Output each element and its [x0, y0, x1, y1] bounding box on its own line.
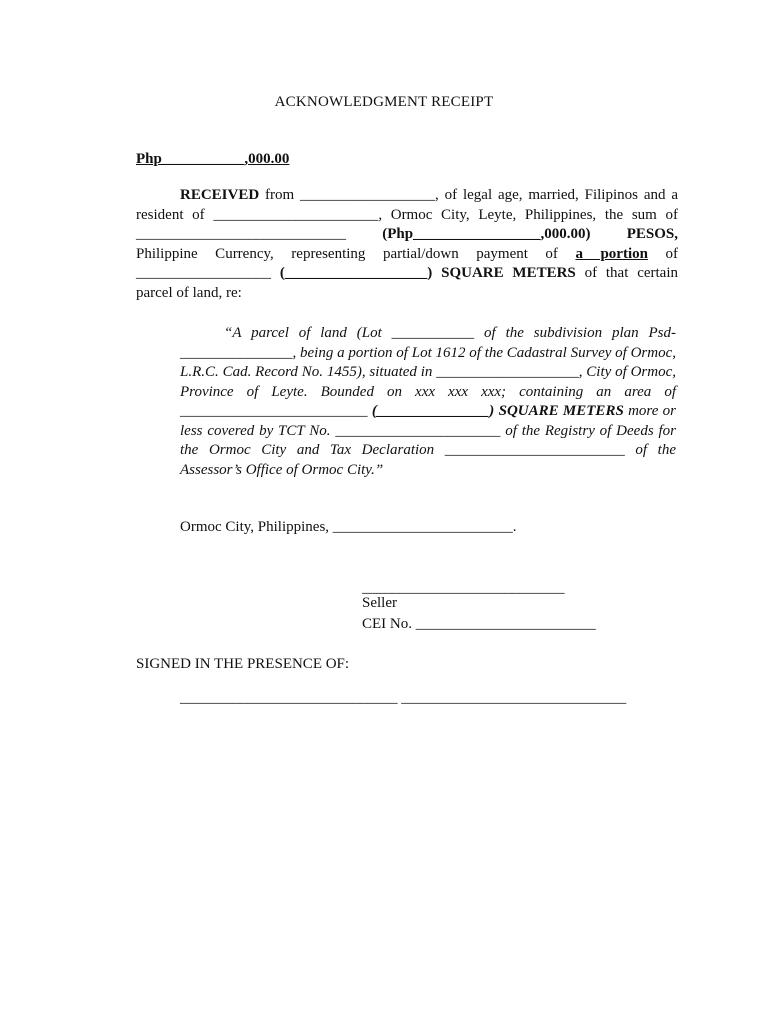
signed-presence-heading: SIGNED IN THE PRESENCE OF: [136, 656, 350, 672]
witness-signature-lines: _____________________________ ______________________________ [180, 690, 627, 706]
receipt-text-d: of that certain parcel of land, re: [136, 265, 678, 301]
quote-text-a: “A parcel of land (Lot ___________ of the subdivision plan Psd-_______________, being a portion of Lot 1612 of the Cadastral Survey of Ormoc, L.R.C. Cad. Record No. 1455), situated in ___________________, City of Ormoc, Province of Leyte. Bounded on xxx xxx xxx; containing an area of _________________________ [180, 325, 676, 419]
receipt-text-a: from __________________, of legal age, married, Filipinos and a resident of ______________________, Ormoc City, Leyte, Philippines, the sum of ____________________________ [136, 187, 678, 242]
receipt-text-b: Philippine Currency, representing partial/down payment of [136, 245, 576, 262]
square-meters-blank: (___________________) SQUARE METERS [279, 265, 576, 281]
php-amount: (Php_________________,000.00) PESOS, [382, 226, 679, 242]
receipt-paragraph [136, 186, 678, 303]
land-description-quote [180, 324, 676, 480]
quote-square-meters: (_______________) SQUARE METERS [371, 403, 624, 419]
document-title: ACKNOWLEDGMENT RECEIPT [274, 94, 494, 110]
place-date-line: Ormoc City, Philippines, ________________________. [180, 519, 517, 535]
received-word: RECEIVED [180, 187, 260, 203]
receipt-text-c: of __________________ [136, 245, 678, 281]
portion-word: a portion [575, 245, 648, 262]
seller-label: Seller [362, 595, 397, 611]
quote-text-b: more or less covered by TCT No. ______________________ of the Registry of Deeds for the Ormoc City and Tax Declaration ________________________ of the Assessor’s Office of Ormoc City.” [180, 403, 677, 478]
seller-signature-line: ___________________________ [362, 580, 565, 596]
cei-number-line: CEI No. ________________________ [362, 616, 596, 632]
amount-header: Php___________,000.00 [136, 151, 290, 167]
